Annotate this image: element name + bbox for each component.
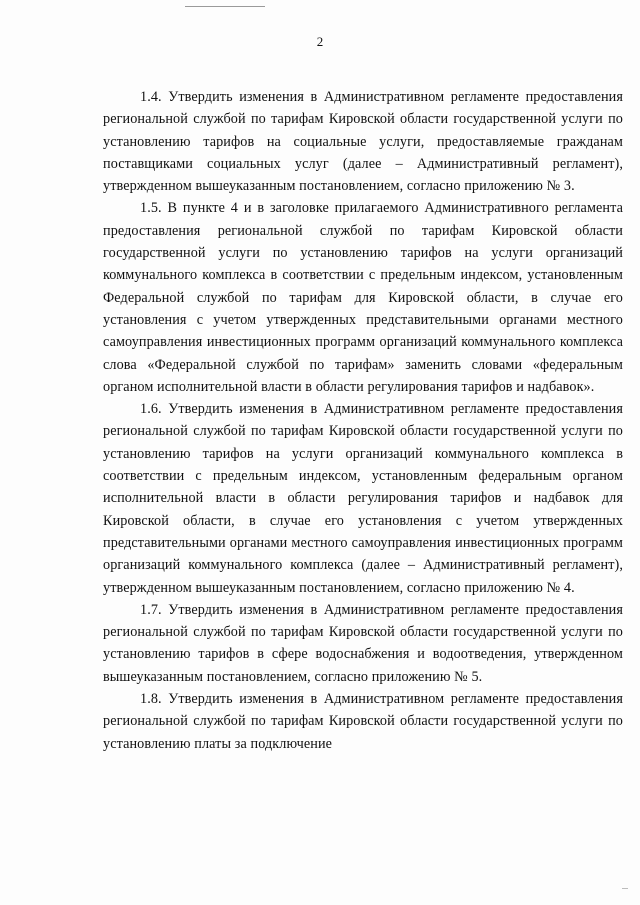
paragraph-1-5: 1.5. В пункте 4 и в заголовке прилагаемого Административного регламента предоставления региональной службой по тарифам Кировской области государственной услуги по установлению тарифов на услуги организаций коммунального комплекса в соответствии с предельным индексом, установленным Федеральной службой по тарифам для Кировской области, в случае его установления с учетом утвержденных представительными органами местного самоуправления инвестиционных программ организаций коммунального комплекса слова «Федеральной службой по тарифам» заменить словами «федеральным органом исполнительной власти в области регулирования тарифов и надбавок». bbox=[103, 200, 623, 395]
paragraph-1-6: 1.6. Утвердить изменения в Административном регламенте предоставления региональной службой по тарифам Кировской области государственной услуги по установлению тарифов на услуги организаций коммунального комплекса в соответствии с предельным индексом, установленным федеральным органом исполнительной власти в области регулирования тарифов и надбавок для Кировской области, в случае его установления с учетом утвержденных представительными органами местного самоуправления инвестиционных программ организаций коммунального комплекса (далее – Административный регламент), утвержденном вышеуказанным постановлением, согласно приложению № 4. bbox=[103, 401, 623, 596]
page-number: 2 bbox=[316, 34, 324, 49]
paragraph-1-7: 1.7. Утвердить изменения в Административном регламенте предоставления региональной службой по тарифам Кировской области государственной услуги по установлению тарифов в сфере водоснабжения и водоотведения, утвержденном вышеуказанным постановлением, согласно приложению № 5. bbox=[103, 601, 623, 685]
scan-corner-mark bbox=[622, 888, 628, 889]
paragraph-1-8: 1.8. Утвердить изменения в Административном регламенте предоставления региональной службой по тарифам Кировской области государственной услуги по установлению платы за подключение bbox=[103, 691, 623, 752]
scan-edge-mark bbox=[185, 6, 265, 7]
document-body bbox=[103, 86, 623, 755]
paragraph-1-4: 1.4. Утвердить изменения в Административном регламенте предоставления региональной службой по тарифам Кировской области государственной услуги по установлению тарифов на социальные услуги, предоставляемые гражданам поставщиками социальных услуг (далее – Административный регламент), утвержденном вышеуказанным постановлением, согласно приложению № 3. bbox=[103, 89, 623, 195]
